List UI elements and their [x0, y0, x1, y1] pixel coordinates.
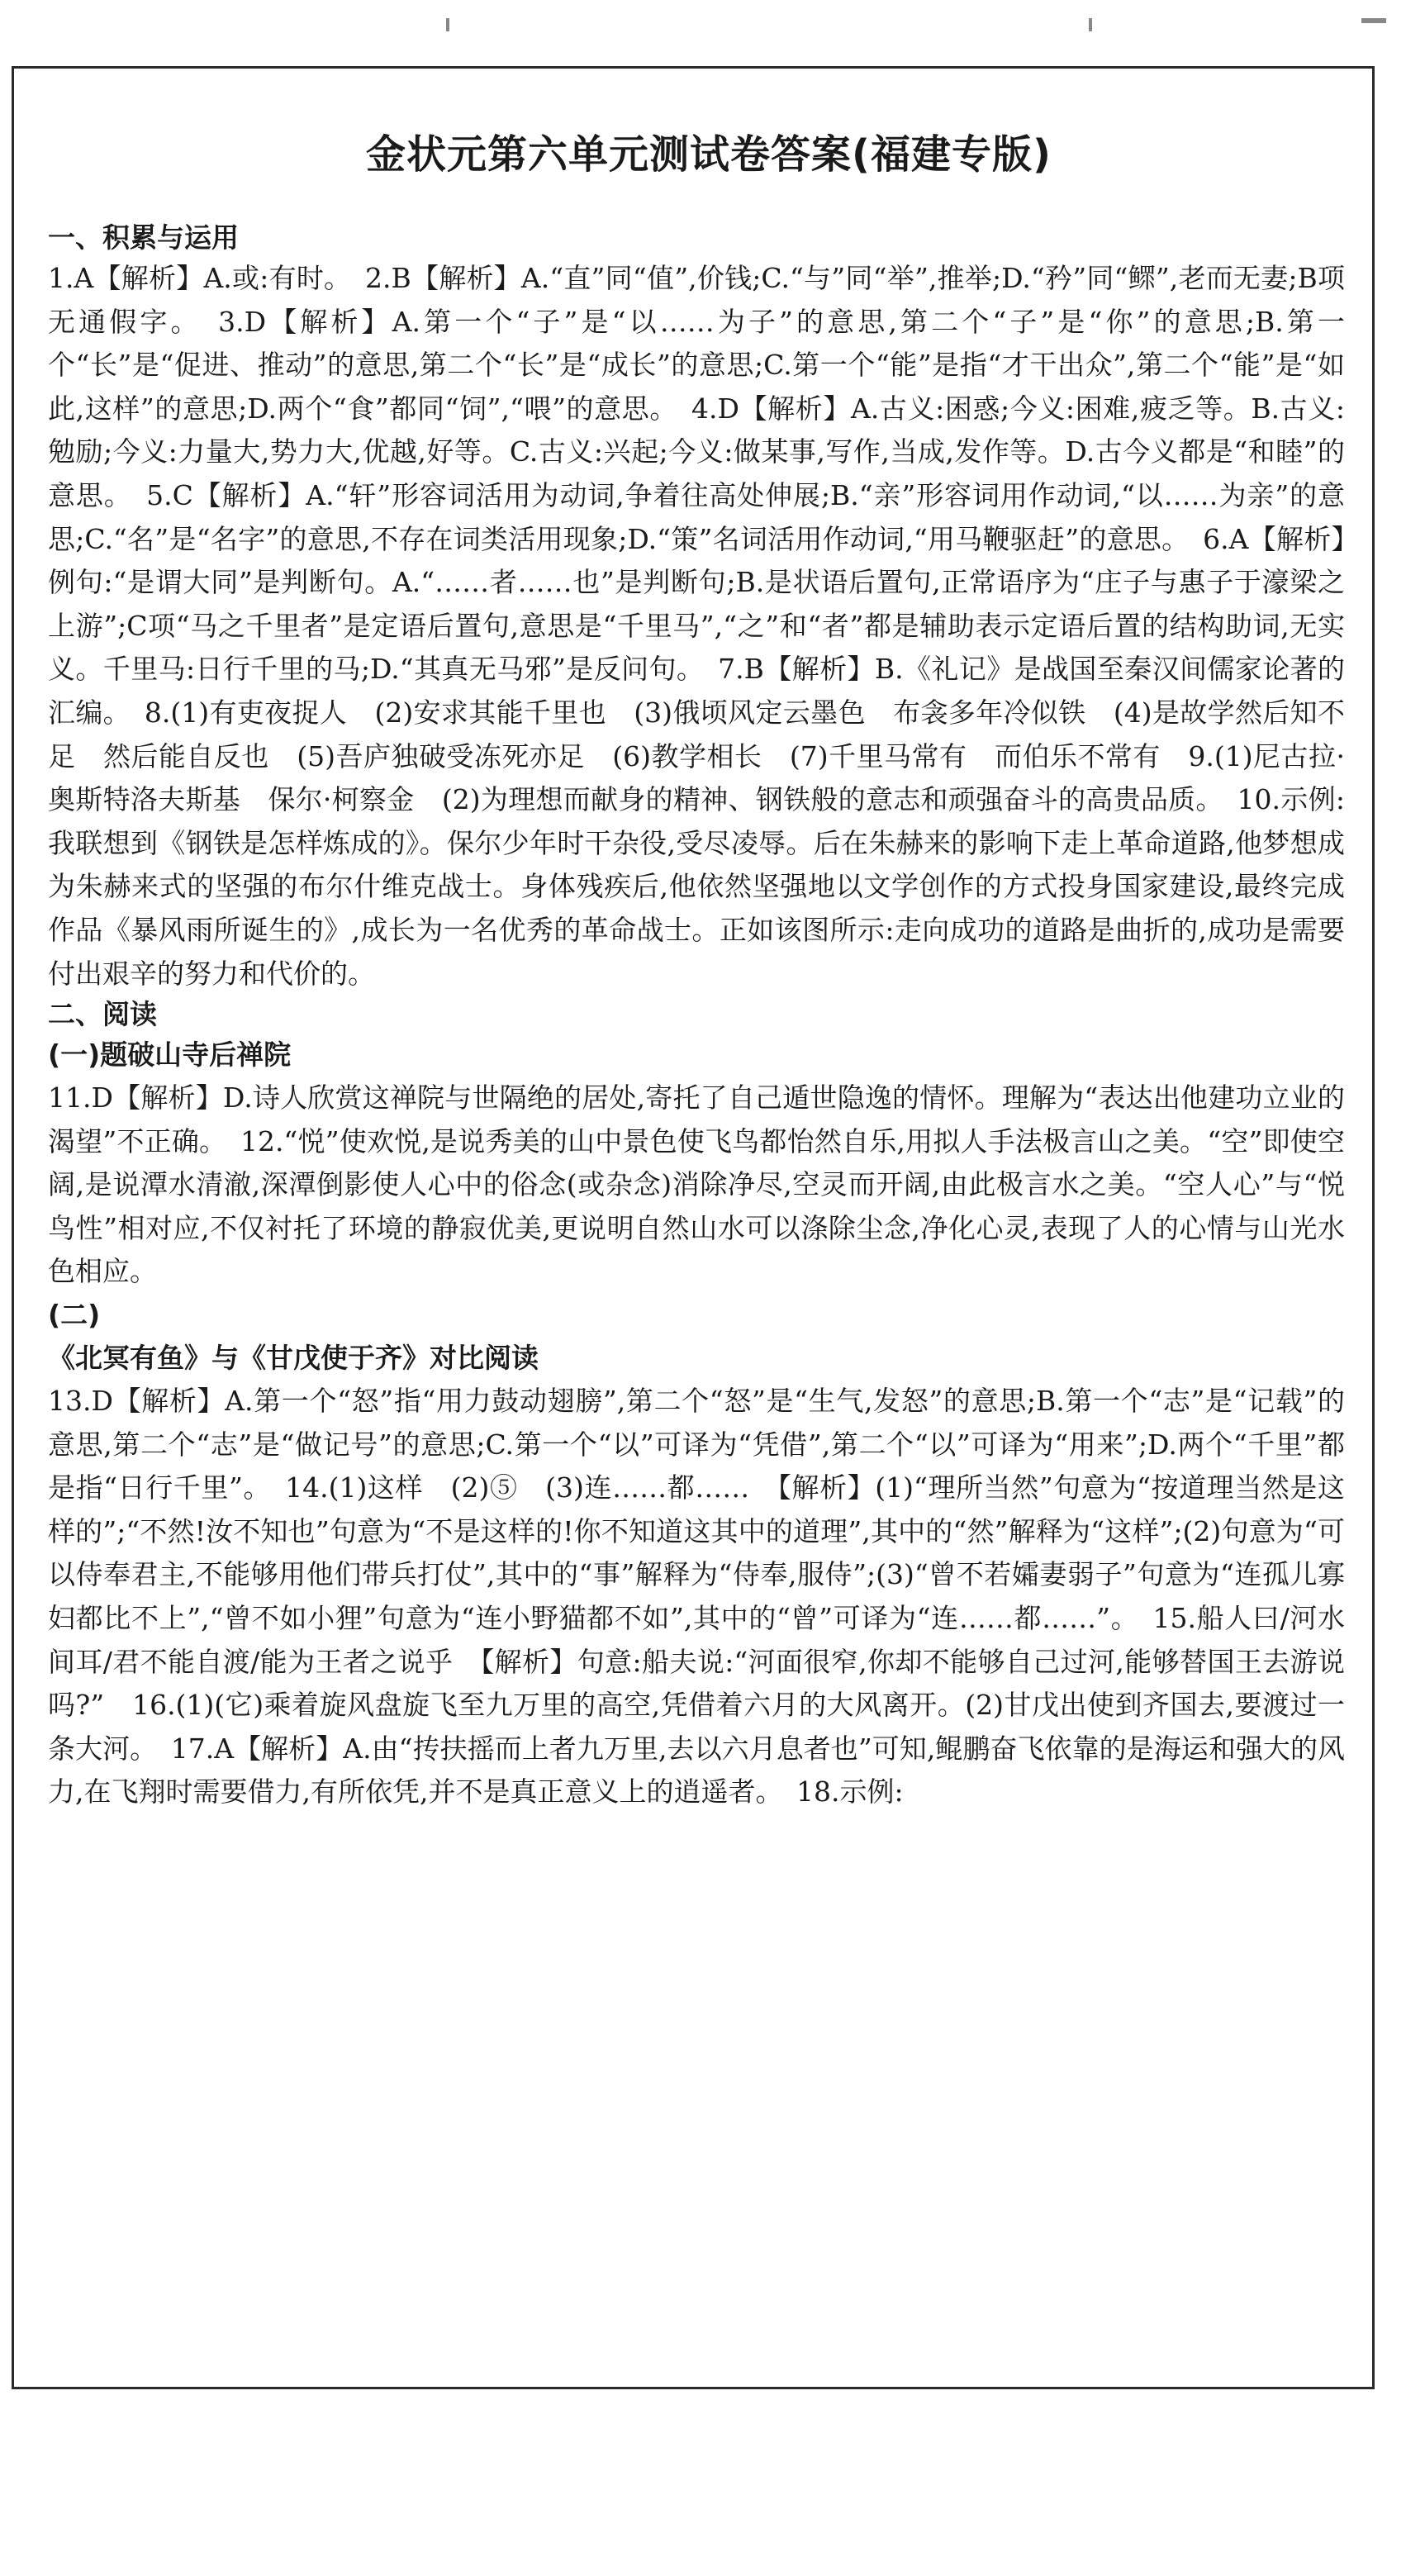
page-title: 金状元第六单元测试卷答案(福建专版) — [366, 131, 1052, 178]
subsection-subheading-comparison: 《北冥有鱼》与《甘戊使于齐》对比阅读 — [48, 1342, 539, 1375]
section-heading-accumulation: 一、积累与运用 — [48, 221, 239, 254]
subsection-heading-poem: (一)题破山寺后禅院 — [48, 1038, 292, 1072]
scan-mark — [446, 18, 449, 31]
scan-mark — [1361, 18, 1386, 23]
subsection-text-comparison: 13.D【解析】A.第一个“怒”指“用力鼓动翅膀”,第二个“怒”是“生气,发怒”的意思;B.第一个“志”是“记载”的意思,第二个“志”是“做记号”的意思;C.第一个“以”可译为“凭借”,第二个“以”可译为“用来”;D.两个“千里”都是指“日行千里”。 14.(1)这样 (2)⑤ (3)连……都…… 【解析】(1)“理所当然”句意为“按道理当然是这样的”;“不然!汝不知也”句意为“不是这样的!你不知道这其中的道理”,其中的“然”解释为“这样”;(2)句意为“可以侍奉君主,不能够用他们带兵打仗”,其中的“事”解释为“侍奉,服侍”;(3)“曾不若孀妻弱子”句意为“连孤儿寡妇都比不上”,“曾不如小狸”句意为“连小野猫都不如”,其中的“曾”可译为“连……都……”。 15.船人曰/河水间耳/君不能自渡/能为王者之说乎 【解析】句意:船夫说:“河面很窄,你却不能够自己过河,能够替国王去游说吗?” 16.(1)(它)乘着旋风盘旋飞至九万里的高空,凭借着六月的大风离开。(2)甘戊出使到齐国去,要渡过一条大河。 17.A【解析】A.由“抟扶摇而上者九万里,去以六月息者也”可知,鲲鹏奋飞依靠的是海运和强大的风力,在飞翔时需要借力,有所依凭,并不是真正意义上的逍遥者。 18.示例: — [48, 1385, 1345, 1808]
scan-mark — [1089, 18, 1092, 31]
subsection-text-poem: 11.D【解析】D.诗人欣赏这禅院与世隔绝的居处,寄托了自己遁世隐逸的情怀。理解为“表达出他建功立业的渴望”不正确。 12.“悦”使欢悦,是说秀美的山中景色使飞鸟都怡然自乐,用拟人手法极言山之美。“空”即使空阔,是说潭水清澈,深潭倒影使人心中的俗念(或杂念)消除净尽,空灵而开阔,由此极言水之美。“空人心”与“悦鸟性”相对应,不仅衬托了环境的静寂优美,更说明自然山水可以涤除尘念,净化心灵,表现了人的心情与山光水色相应。 — [48, 1081, 1345, 1288]
section-text-accumulation: 1.A【解析】A.或:有时。 2.B【解析】A.“直”同“值”,价钱;C.“与”同“举”,推举;D.“矜”同“鳏”,老而无妻;B项无通假字。 3.D【解析】A.第一个“子”是“以……为子”的意思,第二个“子”是“你”的意思;B.第一个“长”是“促进、推动”的意思,第二个“长”是“成长”的意思;C.第一个“能”是指“才干出众”,第二个“能”是“如此,这样”的意思;D.两个“食”都同“饲”,“喂”的意思。 4.D【解析】A.古义:困惑;今义:困难,疲乏等。B.古义:勉励;今义:力量大,势力大,优越,好等。C.古义:兴起;今义:做某事,写作,当成,发作等。D.古今义都是“和睦”的意思。 5.C【解析】A.“轩”形容词活用为动词,争着往高处伸展;B.“亲”形容词用作动词,“以……为亲”的意思;C.“名”是“名字”的意思,不存在词类活用现象;D.“策”名词活用作动词,“用马鞭驱赶”的意思。 6.A【解析】例句:“是谓大同”是判断句。A.“……者……也”是判断句;B.是状语后置句,正常语序为“庄子与惠子于濠梁之上游”;C项“马之千里者”是定语后置句,意思是“千里马”,“之”和“者”都是辅助表示定语后置的结构助词,无实义。千里马:日行千里的马;D.“其真无马邪”是反问句。 7.B【解析】B.《礼记》是战国至秦汉间儒家论著的汇编。 8.(1)有吏夜捉人 (2)安求其能千里也 (3)俄顷风定云墨色 布衾多年冷似铁 (4)是故学然后知不足 然后能自反也 (5)吾庐独破受冻死亦足 (6)教学相长 (7)千里马常有 而伯乐不常有 9.(1)尼古拉·奥斯特洛夫斯基 保尔·柯察金 (2)为理想而献身的精神、钢铁般的意志和顽强奋斗的高贵品质。 10.示例:我联想到《钢铁是怎样炼成的》。保尔少年时干杂役,受尽凌辱。后在朱赫来的影响下走上革命道路,他梦想成为朱赫来式的坚强的布尔什维克战士。身体残疾后,他依然坚强地以文学创作的方式投身国家建设,最终完成作品《暴风雨所诞生的》,成长为一名优秀的革命战士。正如该图所示:走向成功的道路是曲折的,成功是需要付出艰辛的努力和代价的。 — [48, 262, 1346, 990]
section-heading-reading: 二、阅读 — [48, 998, 157, 1031]
subsection-heading-part2: (二) — [48, 1299, 101, 1332]
answer-sheet-content — [48, 122, 1345, 1814]
